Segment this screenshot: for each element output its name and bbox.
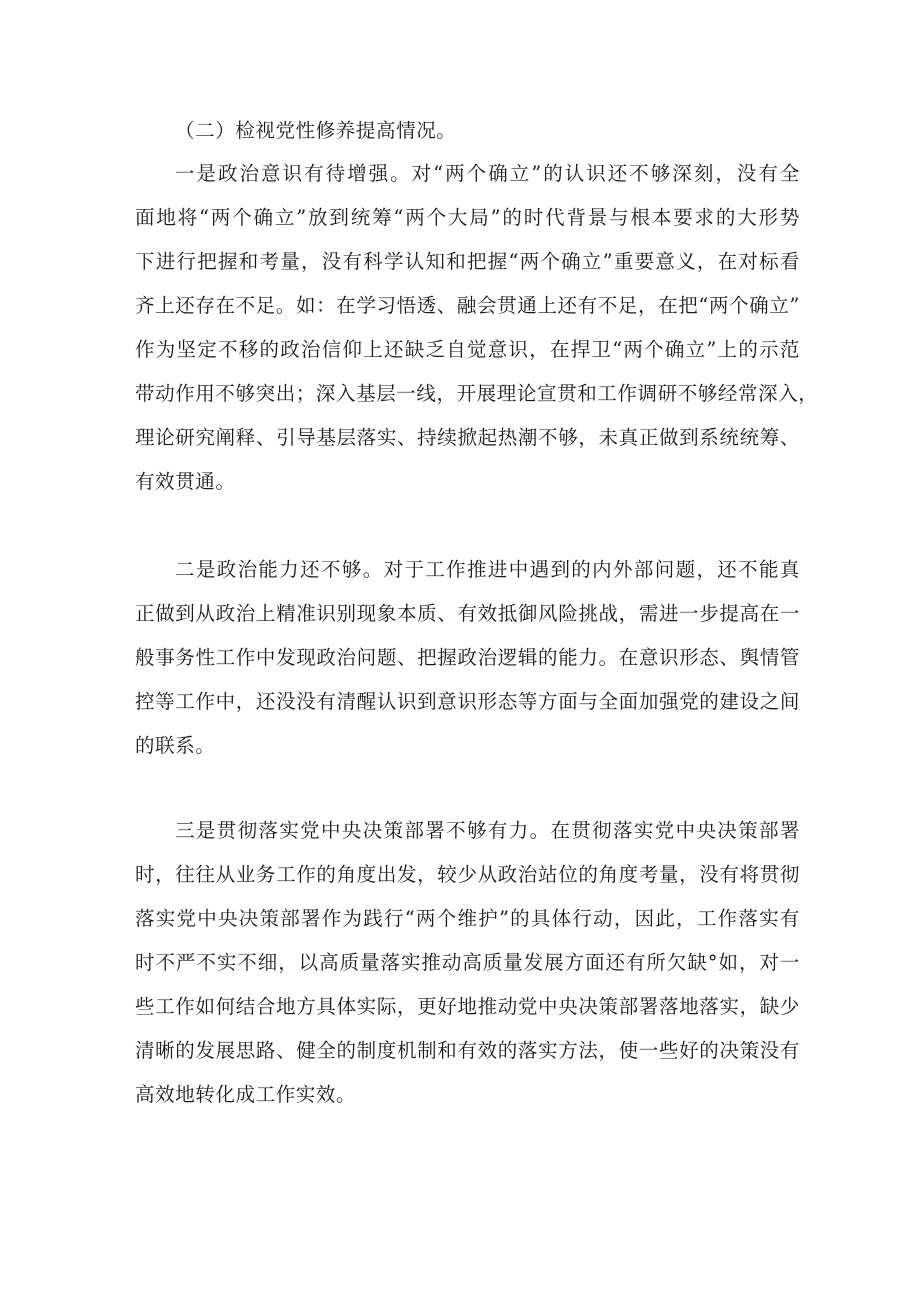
- paragraph-3-line-6: 清晰的发展思路、健全的制度机制和有效的落实方法，使一些好的决策没有: [135, 1039, 800, 1062]
- paragraph-1-line-5: 作为坚定不移的政治信仰上还缺乏自觉意识，在捍卫“两个确立”上的示范: [135, 338, 800, 361]
- paragraph-2-line-4: 控等工作中，还没没有清醒认识到意识形态等方面与全面加强党的建设之间: [135, 690, 800, 713]
- paragraph-1-line-1: 一是政治意识有待增强。对“两个确立”的认识还不够深刻，没有全: [175, 162, 800, 185]
- paragraph-3-line-1: 三是贯彻落实党中央决策部署不够有力。在贯彻落实党中央决策部署: [175, 819, 800, 842]
- paragraph-3-line-5: 些工作如何结合地方具体实际，更好地推动党中央决策部署落地落实，缺少: [135, 995, 800, 1018]
- paragraph-1-line-8: 有效贯通。: [135, 470, 236, 493]
- paragraph-1-line-3: 下进行把握和考量，没有科学认知和把握“两个确立”重要意义，在对标看: [135, 250, 800, 273]
- paragraph-3-line-4: 时不严不实不细，以高质量落实推动高质量发展方面还有所欠缺°如，对一: [135, 951, 800, 974]
- paragraph-2-line-1: 二是政治能力还不够。对于工作推进中遇到的内外部问题，还不能真: [175, 558, 800, 581]
- paragraph-3-line-7: 高效地转化成工作实效。: [135, 1083, 357, 1106]
- paragraph-3-line-2: 时，往往从业务工作的角度出发，较少从政治站位的角度考量，没有将贯彻: [135, 863, 800, 886]
- paragraph-1-line-7: 理论研究阐释、引导基层落实、持续掀起热潮不够，未真正做到系统统筹、: [135, 426, 800, 449]
- paragraph-3-line-3: 落实党中央决策部署作为践行“两个维护”的具体行动，因此，工作落实有: [135, 907, 800, 930]
- paragraph-1-line-6: 带动作用不够突出；深入基层一线，开展理论宣贯和工作调研不够经常深入，: [135, 382, 819, 405]
- paragraph-2-line-3: 般事务性工作中发现政治问题、把握政治逻辑的能力。在意识形态、舆情管: [135, 646, 800, 669]
- section-heading: （二）检视党性修养提高情况。: [175, 119, 457, 142]
- paragraph-2-line-2: 正做到从政治上精准识别现象本质、有效抵御风险挑战，需进一步提高在一: [135, 602, 800, 625]
- paragraph-1-line-4: 齐上还存在不足。如：在学习悟透、融会贯通上还有不足，在把“两个确立”: [135, 294, 800, 317]
- paragraph-2-line-5: 的联系。: [135, 734, 216, 757]
- paragraph-1-line-2: 面地将“两个确立”放到统筹“两个大局”的时代背景与根本要求的大形势: [135, 206, 800, 229]
